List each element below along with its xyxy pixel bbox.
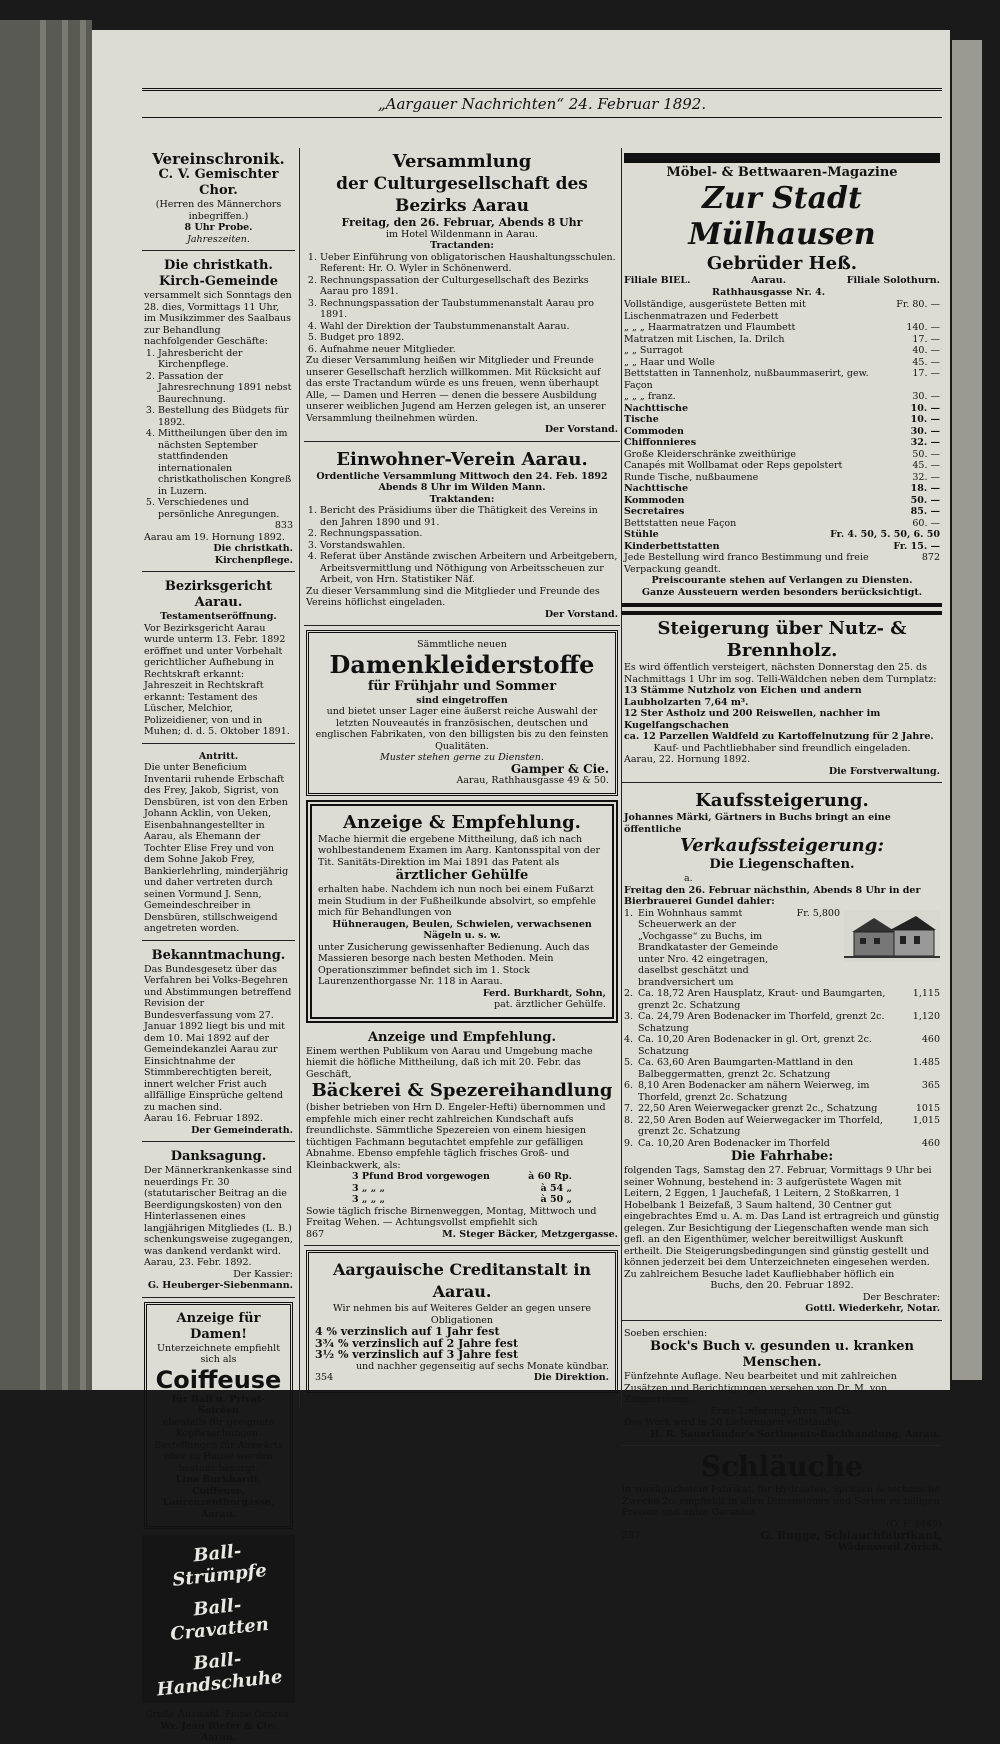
notice-signature: G. Heuberger-Siebenmann.	[147, 1280, 293, 1291]
creditanstalt-ad	[306, 1250, 618, 1393]
price-item	[624, 472, 940, 484]
agenda-list	[306, 505, 618, 586]
ad-text: Soeben erschien:	[624, 1327, 708, 1339]
ad-role: Der Beschrater:	[862, 1291, 940, 1303]
ad-text: in vorzüglichstem Fabrikat, für Hydranten, Spritzen & technische Zwecke 2c. empfiehlt in allen Dimensionen und Sorten zu billigen Preisen und unter Garantie.	[622, 1484, 940, 1518]
price-row	[352, 1183, 572, 1195]
notice-date: Aarau, 23. Febr. 1892.	[144, 1257, 252, 1268]
ad-when: Freitag den 26. Februar nächsthin, Abends 8 Uhr in der Bierbrauerei Gundel dahier:	[624, 884, 921, 907]
notice-role: Der Kassier:	[233, 1268, 293, 1280]
item-value: 1,120	[912, 1011, 940, 1022]
ad-number: 872	[921, 552, 940, 563]
item-value: 365	[921, 1080, 940, 1091]
item-desc: 22,50 Aren Weierwegacker grenzt 2c., Schatzung	[638, 1103, 878, 1114]
ad-number: 867	[306, 1228, 325, 1240]
property-item	[624, 1103, 940, 1115]
ad-text: Johannes Märki, Gärtners in Buchs bringt an eine öffentliche	[624, 812, 891, 835]
list-item: 12 Ster Astholz und 200 Reiswellen, nachher im Kugelfangschachen	[624, 708, 881, 731]
city: Aarau.	[751, 275, 786, 286]
ad-subtitle: Traktanden:	[429, 493, 495, 505]
agenda-list	[306, 252, 618, 356]
item-number: 6.	[624, 1080, 634, 1091]
ad-signature: Lina Burkhardt, Coiffeuse, Laurenzenthorgasse, Aarau.	[162, 1474, 275, 1520]
item-price: Fr. 4. 50, 5. 50, 6. 50	[830, 529, 940, 540]
price-item	[624, 506, 940, 518]
ad-text: Das Werk wird in 20 Lieferungen vollständig.	[624, 1417, 843, 1428]
item-desc: Ca. 10,20 Aren Bodenacker in gl. Ort, grenzt 2c. Schatzung	[638, 1034, 872, 1057]
price-item	[624, 345, 940, 357]
item-name: Bettstatten neue Façon	[624, 517, 737, 529]
item-name: Nachttische	[624, 402, 688, 414]
column-rule	[299, 148, 300, 1408]
ad-headline: Coiffeuse	[155, 1365, 282, 1394]
ad-headline: Ball-Strümpfe	[171, 1540, 268, 1591]
notice-text: Vor Bezirksgericht Aarau wurde unterm 13. Febr. 1892 eröffnet und unter Vorbehalt gerichtlicher Aufhebung in Rechtskraft erkannt: Jahreszeit in Rechtskraft erkannt: Testament des Lüscher, Melchior, Polizeidiener, von und in Muhen; d. d. 5. Oktober 1891.	[144, 622, 290, 737]
ad-where: im Hotel Wildenmann in Aarau.	[385, 228, 539, 240]
property-item	[624, 1115, 940, 1138]
ad-when: Ordentliche Versammlung Mittwoch den 24. Feb. 1892 Abends 8 Uhr im Wilden Mann.	[316, 470, 608, 493]
rate-line: 4 % verzinslich auf 1 Jahr fest	[315, 1325, 500, 1338]
price-item	[624, 357, 940, 369]
page-edge	[62, 20, 68, 1390]
item-price: Fr. 80. —	[896, 299, 940, 310]
ad-text: Jahreszeiten.	[187, 233, 250, 245]
ad-text: (bisher betrieben von Hrn D. Engeler-Hefti) übernommen und empfehle mich einer recht zahlreichen Kundschaft aufs freundlichste. Sämmtliche Spezereien von einem hiesigen tüchtigen Fachmann begutachtet empfehle zur gefälligen Abnahme. Ebenso empfehle täglich frisches Groß- und Kleinbackwerk, als:	[306, 1102, 606, 1171]
ad-title: Bock's Buch v. gesunden u. kranken Menschen.	[650, 1339, 914, 1370]
list-item: 4. Wahl der Direktion der Taubstummenanstalt Aarau.	[320, 321, 618, 333]
price-item	[624, 403, 940, 415]
item-desc: Ca. 10,20 Aren Bodenacker im Thorfeld	[638, 1137, 830, 1149]
item-price: 10. —	[910, 414, 940, 425]
ad-rule	[624, 153, 940, 163]
ad-headline: Ball-Cravatten	[169, 1594, 270, 1646]
ad-signature: Gamper & Cie.	[510, 761, 609, 776]
ad-code: (O. F. 1449)	[885, 1518, 942, 1530]
ad-signature: Der Vorstand.	[544, 424, 618, 435]
list-item: 5. Verschiedenes und persönliche Anregungen.	[158, 497, 293, 520]
item-name: „ „ „ franz.	[624, 391, 676, 402]
price-item	[624, 368, 940, 391]
ad-highlight: Hühneraugen, Beulen, Schwielen, verwachsenen Nägeln u. s. w.	[332, 918, 592, 941]
list-item: 2. Passation der Jahresrechnung 1891 nebst Baurechnung.	[158, 371, 293, 406]
ad-number: 237	[622, 1530, 641, 1541]
item-number: 7.	[624, 1103, 634, 1114]
item-name: Vollständige, ausgerüstete Betten mit Lischenmatrazen und Federbett	[624, 299, 806, 322]
notice-title: Bezirksgericht Aarau.	[164, 579, 273, 610]
page-edge	[40, 20, 46, 1390]
notice-signature: Der Gemeinderath.	[191, 1124, 293, 1136]
newspaper-page	[92, 30, 950, 1743]
house-illustration	[844, 910, 940, 962]
ad-headline: Zur Stadt Mülhausen	[688, 181, 876, 252]
list-item: 3. Rechnungspassation der Taubstummenanstalt Aarau pro 1891.	[320, 298, 618, 321]
price-item	[624, 426, 940, 438]
location-left: Filiale BIEL.	[624, 275, 691, 286]
facing-page-edge	[952, 40, 982, 1380]
ad-subtitle: Die Fahrhabe:	[730, 1149, 834, 1164]
culturgesellschaft-ad	[304, 148, 620, 442]
ad-signature: M. Steger Bäcker, Metzgergasse.	[442, 1228, 618, 1240]
ad-title: Kaufssteigerung.	[695, 790, 869, 811]
book-spine	[0, 20, 92, 1390]
aerztlicher-gehuelfe-ad	[306, 800, 618, 1023]
notice-title: Bekanntmachung.	[151, 947, 286, 963]
address: Rathhausgasse Nr. 4.	[712, 287, 826, 298]
ad-signature: Die Direktion.	[533, 1372, 609, 1383]
price-item	[624, 495, 940, 507]
property-item	[624, 1138, 940, 1150]
price-desc: 3 „ „ „	[352, 1194, 385, 1205]
ad-subtitle: für Ball u. Privat-Soiréen	[171, 1393, 266, 1416]
notice-signature: Die christkath. Kirchenpflege.	[213, 543, 293, 566]
item-number: 2.	[624, 988, 634, 999]
property-item	[624, 1057, 940, 1080]
ad-text: Sämmtliche neuen	[417, 639, 507, 650]
location-right: Filiale Solothurn.	[846, 275, 940, 286]
item-desc: Ca. 18,72 Aren Hausplatz, Kraut- und Baumgarten, grenzt 2c. Schatzung	[638, 988, 886, 1011]
erbschaft-notice	[142, 748, 295, 941]
property-item	[624, 1080, 940, 1103]
rate-line: 3¾ % verzinslich auf 2 Jahre fest	[315, 1336, 519, 1350]
item-name: Nachttische	[624, 483, 688, 494]
ad-number: 354	[315, 1372, 334, 1383]
ad-signature: Ferd. Burkhardt, Sohn,	[482, 987, 606, 999]
price-desc: 3 Pfund Brod vorgewogen	[352, 1171, 490, 1182]
note-text: Jede Bestellung wird franco Bestimmung und freie Verpackung geandt.	[624, 552, 869, 575]
item-number: 9.	[624, 1137, 634, 1149]
ad-address: Aarau, Rathhausgasse 49 & 50.	[456, 775, 609, 786]
item-name: Canapés mit Wollbamat oder Reps gepolstert	[624, 460, 843, 471]
item-value: Fr. 5,800	[796, 907, 840, 919]
notice-date: Aarau am 19. Hornung 1892.	[144, 531, 285, 543]
ad-title: Möbel- & Bettwaaren-Magazine	[666, 165, 898, 180]
ad-footer: Ganze Aussteuern werden besonders berücksichtigt.	[641, 586, 923, 598]
ad-firm: Gebrüder Heß.	[706, 253, 858, 274]
ad-text: Sowie täglich frische Birnenweggen, Montag, Mittwoch und Freitag Wehen. — Achtungsvollst empfiehlt sich	[306, 1205, 597, 1228]
holz-steigerung-ad	[622, 611, 942, 783]
price-item	[624, 334, 940, 346]
notice-date: Aarau 16. Februar 1892.	[144, 1113, 263, 1124]
item-number: 8.	[624, 1114, 634, 1126]
ad-address: Wädensweil Zürich.	[837, 1541, 942, 1553]
section-letter: a.	[684, 873, 693, 884]
ad-text: Einem werthen Publikum von Aarau und Umgebung mache hiemit die höfliche Mittheilung, daß ich mit 20. Febr. das Geschäft,	[306, 1045, 593, 1080]
price-item	[624, 437, 940, 449]
ad-title: C. V. Gemischter Chor.	[158, 167, 279, 198]
item-desc: 22,50 Aren Boden auf Weierwegacker im Thorfeld, grenzt 2c. Schatzung	[638, 1114, 883, 1137]
ad-text: 8 Uhr Probe.	[184, 222, 253, 233]
column-left	[142, 148, 295, 1744]
item-price: 17. —	[912, 333, 940, 345]
price-item	[624, 449, 940, 461]
ad-text: und bietet unser Lager eine äußerst reiche Auswahl der letzten Nouveautés in französischen, deutschen und englischen Fabrikaten, von den billigsten bis zu den feinsten Qualitäten.	[315, 706, 609, 752]
item-value: 460	[921, 1034, 940, 1045]
item-name: Tische	[624, 414, 659, 425]
ad-headline: Verkaufssteigerung:	[679, 835, 884, 856]
item-name: Commoden	[624, 425, 684, 437]
ad-text: Kauf- und Pachtliebhaber sind freundlich eingeladen.	[653, 742, 911, 754]
ad-footer: Preiscourante stehen auf Verlangen zu Diensten.	[651, 575, 913, 586]
item-name: Secretaires	[624, 506, 685, 517]
list-item: 5. Budget pro 1892.	[320, 332, 618, 344]
page-edge	[80, 20, 86, 1390]
item-price: 85. —	[910, 506, 940, 517]
notice-text: Die unter Beneficium Inventarii ruhende Erbschaft des Frey, Jakob, Sigrist, von Densbüren, ist von den Erben Johann Acklin, von Ueken, Eisenbahnangestellter in Aarau, als Ehemann der Tochter Elise Frey und von dem Sohne Jakob Frey, Bankierlehrling, minderjährig und daher vertreten durch seinen Vormund J. Senn, Gemeindeschreiber in Densbüren, stillschweigend angetreten worden.	[144, 762, 289, 934]
ad-headline: der Culturgesellschaft des Bezirks Aarau	[336, 174, 588, 216]
item-desc: Ein Wohnhaus sammt Scheuerwerk an der „Vochgasse“ zu Buchs, im Brandkataster der Gemeinde unter Nro. 42 eingetragen, daselbst geschätzt und brandversichert um	[638, 907, 779, 988]
ad-number: 833	[274, 520, 293, 531]
ad-subtitle: (Herren des Männerchors inbegriffen.)	[155, 199, 282, 222]
ad-date: Aarau, 22. Hornung 1892.	[624, 754, 751, 765]
list-item: 1. Bericht des Präsidiums über die Thätigkeit des Vereins in den Jahren 1890 und 91.	[320, 505, 618, 528]
item-desc: 8,10 Aren Bodenacker am nähern Weierweg, im Thorfeld, grenzt 2c. Schatzung	[638, 1080, 870, 1103]
ad-text: Muster stehen gerne zu Diensten.	[380, 752, 544, 763]
item-price: 30. —	[912, 391, 940, 402]
ad-text: Erste Lieferung. Preis 70 Cts.	[710, 1405, 854, 1417]
price-item	[624, 414, 940, 426]
ad-footer	[622, 1530, 942, 1542]
ad-text: Zu dieser Versammlung sind die Mitglieder und Freunde des Vereins höflichst eingeladen.	[306, 585, 600, 608]
price-item	[624, 541, 940, 553]
list-item: ca. 12 Parzellen Waldfeld zu Kartoffelnutzung für 2 Jahre.	[624, 731, 934, 742]
property-item	[624, 1011, 940, 1034]
item-price: 140. —	[906, 322, 940, 333]
property-item	[624, 1034, 940, 1057]
item-number: 1.	[624, 907, 634, 919]
ad-title: Aargauische Creditanstalt in Aarau.	[332, 1260, 592, 1301]
ad-text: unter Zusicherung gewissenhafter Bedienung. Auch das Massieren besorge nach besten Methoden. Mein Operationszimmer befindet sich im 1. Stock Laurenzenthorgasse Nr. 118 in Aarau.	[318, 941, 590, 987]
ad-footer	[306, 1229, 618, 1241]
item-price: 45. —	[912, 460, 940, 471]
ad-when: Freitag, den 26. Februar, Abends 8 Uhr	[341, 216, 583, 229]
item-name: Runde Tische, nußbaumene	[624, 471, 759, 483]
column-right	[622, 148, 942, 1553]
vereinschronik	[142, 148, 295, 251]
ad-date: Buchs, den 20. Februar 1892.	[710, 1280, 854, 1291]
ad-text: und nachher gegenseitig auf sechs Monate kündbar.	[355, 1360, 609, 1372]
ad-text: Unterzeichnete empfiehlt sich als	[156, 1342, 281, 1365]
ball-ad	[142, 1535, 295, 1703]
notice-list	[144, 348, 293, 521]
ad-text: ebenfalls für geeignete Kopfwaschungen. Bestellungen für Auswärts ober zu Hause werden bestens besorgt.	[154, 1416, 283, 1474]
ad-subtitle: sind eingetroffen	[416, 694, 508, 706]
price-item	[624, 391, 940, 403]
item-value: 1,015	[912, 1114, 940, 1126]
price-item	[624, 460, 940, 472]
ad-headline: Schläuche	[701, 1450, 863, 1483]
item-value: 1015	[915, 1103, 940, 1114]
item-name: Chiffonnieres	[624, 437, 697, 448]
bezirksgericht-notice	[142, 576, 295, 744]
item-name: „ „ Surragot	[624, 345, 683, 356]
property-item	[624, 988, 940, 1011]
list-item: 6. Aufnahme neuer Mitglieder.	[320, 344, 618, 356]
ad-note	[624, 552, 940, 575]
item-value: 460	[921, 1137, 940, 1149]
price-item	[624, 299, 940, 322]
ad-title: Steigerung über Nutz- & Brennholz.	[657, 618, 907, 661]
notice-text: versammelt sich Sonntags den 28. dies, Vormittags 11 Uhr, im Musikzimmer des Saalbaus zur Behandlung nachfolgender Geschäfte:	[144, 290, 292, 347]
list-item: 3. Vorstandswahlen.	[320, 540, 618, 552]
moebel-ad	[622, 148, 942, 607]
item-desc: Ca. 63,60 Aren Baumgarten-Mattland in den Balbeggermatten, grenzt 2c. Schatzung	[638, 1057, 854, 1080]
list-item: 1. Ueber Einführung von obligatorischen Haushaltungsschulen. Referent: Hr. O. Wyler in Schönenwerd.	[320, 252, 618, 275]
notice-title: Die christkath. Kirch-Gemeinde	[159, 258, 278, 289]
item-price: 50. —	[912, 448, 940, 460]
item-name: Matratzen mit Lischen, Ia. Drilch	[624, 333, 785, 345]
price-row	[352, 1194, 572, 1206]
page-header: „Aargauer Nachrichten“ 24. Februar 1892.	[142, 88, 942, 118]
ad-signature: Die Forstverwaltung.	[828, 765, 940, 777]
item-price: 32. —	[910, 437, 940, 448]
baeckerei-ad	[304, 1027, 620, 1247]
item-price: Fr. 15. —	[893, 540, 940, 552]
section-title: Vereinschronik.	[152, 150, 285, 168]
list-item: 13 Stämme Nutzholz von Eichen und andern Laubholzarten 7,64 m³.	[624, 685, 862, 708]
item-price: 10. —	[910, 402, 940, 414]
price-row	[352, 1171, 572, 1183]
bekanntmachung-notice	[142, 945, 295, 1143]
ad-text: Fünfzehnte Auflage. Neu bearbeitet und mit zahlreichen Zusätzen und Berichtigungen versehen von Dr. M. von Zimmermann.	[624, 1371, 897, 1405]
item-value: 1.485	[912, 1057, 940, 1068]
notice-text: Das Bundesgesetz über das Verfahren bei Volks-Begehren und Abstimmungen betreffend Revision der Bundesverfassung vom 27. Januar 1892 liegt bis und mit dem 10. Mai 1892 auf der Gemeindekanzlei Aarau zur Einsichtnahme der Stimmberechtigten bereit, innert welcher Frist auch allfällige Einsprüche geltend zu machen sind.	[144, 963, 292, 1113]
item-name: Kinderbettstatten	[624, 540, 720, 552]
list-item: 2. Rechnungspassation der Culturgesellschaft des Bezirks Aarau pro 1891.	[320, 275, 618, 298]
ad-subtitle: für Frühjahr und Sommer	[367, 678, 557, 694]
ad-title: Anzeige und Empfehlung.	[367, 1029, 557, 1045]
ad-text: Große Auswahl. Feine Genres.	[145, 1709, 292, 1720]
ad-subtitle: Die Liegenschaften.	[709, 857, 855, 872]
coiffeuse-ad	[144, 1302, 293, 1530]
column-middle	[304, 148, 620, 1397]
ad-text: Zu dieser Versammlung heißen wir Mitglieder und Freunde unserer Gesellschaft herzlich willkommen. Mit Rücksicht auf das erste Tractandum würde es uns freuen, wenn überhaupt Alle, — Damen und Herren — denen die bessere Ausbildung unserer weiblichen Jugend am Herzen gelegen ist, an unserer Versammlung theilnehmen würden.	[306, 355, 606, 424]
danksagung-notice	[142, 1146, 295, 1298]
item-value: 1,115	[912, 988, 940, 999]
item-price: 50. —	[910, 494, 940, 506]
item-number: 3.	[624, 1011, 634, 1022]
list-item: 4. Referat über Anstände zwischen Arbeitern und Arbeitgebern, Arbeitsvermittlung und Nöthigung von Arbeitsscheuen zur Arbeit, von Hrn. Statistiker Näf.	[320, 551, 618, 586]
ad-subtitle: Tractanden:	[430, 240, 494, 251]
ad-signature-sub: pat. ärztlicher Gehülfe.	[494, 999, 606, 1010]
item-name: Große Kleiderschränke zweithürige	[624, 448, 797, 460]
ad-text: Es wird öffentlich versteigert, nächsten Donnerstag den 25. ds Nachmittags 1 Uhr im sog. Telli-Wäldchen neben dem Turnplatz:	[624, 662, 937, 685]
ad-title: Einwohner-Verein Aarau.	[336, 448, 588, 470]
einwohnerverein-ad	[304, 446, 620, 627]
item-price: 30. —	[910, 425, 940, 437]
kaufssteigerung-ad	[622, 787, 942, 1321]
kirchgemeinde-notice	[142, 255, 295, 572]
ad-title: Anzeige & Empfehlung.	[343, 811, 581, 833]
price-item	[624, 529, 940, 541]
price-value: à 50 „	[540, 1194, 572, 1205]
item-price: 45. —	[912, 356, 940, 368]
item-name: „ „ Haar und Wolle	[624, 356, 715, 368]
bock-buch-ad	[622, 1325, 942, 1447]
ad-text: Wir nehmen bis auf Weiteres Gelder an gegen unsere Obligationen	[332, 1303, 592, 1326]
item-price: 60. —	[912, 517, 940, 529]
ad-signature: Wr. Jean Riefer & Cie. Aarau.	[160, 1720, 277, 1743]
property-item	[624, 908, 840, 989]
price-desc: 3 „ „ „	[352, 1182, 385, 1194]
item-desc: Ca. 24,79 Aren Bodenacker im Thorfeld, grenzt 2c. Schatzung	[638, 1011, 885, 1034]
list-item: 1. Jahresbericht der Kirchenpflege.	[158, 348, 293, 371]
item-price: 18. —	[910, 483, 940, 494]
ad-signature: Gottl. Wiederkehr, Notar.	[805, 1303, 940, 1314]
notice-title: Danksagung.	[170, 1149, 267, 1164]
ad-signature: G. Rugge, Schlauchfabrikant,	[760, 1529, 942, 1542]
rate-line: 3½ % verzinslich auf 3 Jahre fest	[315, 1348, 519, 1361]
price-value: à 54 „	[540, 1182, 572, 1194]
damenkleiderstoffe-ad	[306, 630, 618, 796]
schlaeuche-ad	[622, 1450, 942, 1553]
ad-text: erhalten habe. Nachdem ich nun noch bei einem Fußarzt mein Studium in der Fußheilkunde absolvirt, so empfehle mich für Behandlungen von	[318, 884, 596, 918]
item-name: Kommoden	[624, 494, 685, 506]
location-center	[712, 275, 825, 299]
price-item	[624, 518, 940, 530]
item-price: 32. —	[912, 471, 940, 483]
ad-headline: Bäckerei & Spezereihandlung	[311, 1080, 613, 1101]
notice-text: Der Männerkrankenkasse sind neuerdings Fr. 30 (statutarischer Beitrag an die Beerdigungskosten) von den Hinterlassenen eines langjährigen Mitgliedes (L. B.) schenkungsweise zugegangen, was dankend verdankt wird.	[144, 1165, 293, 1257]
notice-subtitle: Testamentseröffnung.	[160, 611, 277, 622]
price-value: à 60 Rp.	[528, 1171, 572, 1182]
notice-title: Antritt.	[198, 750, 239, 762]
ad-locations	[624, 275, 940, 299]
item-number: 4.	[624, 1034, 634, 1045]
ad-signature: Der Vorstand.	[544, 608, 618, 620]
item-name: „ „ „ Haarmatratzen und Flaumbett	[624, 322, 796, 333]
item-price: 17. —	[912, 368, 940, 379]
ad-footer	[315, 1372, 609, 1384]
ad-headline: Damenkleiderstoffe	[329, 649, 595, 679]
item-name: Bettstatten in Tannenholz, nußbaummaserirt, gew. Façon	[624, 368, 869, 391]
ad-text: folgenden Tags, Samstag den 27. Februar, Vormittags 9 Uhr bei seiner Wohnung, bestehend in: 3 aufgerüstete Wagen mit Leitern, 2 Eggen, 1 Jauchefaß, 1 Leitern, 2 Stoßkarren, 1 Hobelbank 1 Beizefaß, 3 Saum haltend, 30 Centner gut eingebrachtes Emd u. A. m. Das Land ist ertragreich und günstig gelegen. Zur Besichtigung der Liegenschaften wende man sich gefl. an den Eigenthümer, welcher bereitwilligst Auskunft ertheilt. Die Steigerungsbedingungen sind günstig gestellt und können jederzeit bei dem Unterzeichneten eingesehen werden. Zu zahlreichem Besuche ladet Kaufliebhaber höflich ein	[624, 1165, 940, 1280]
item-number: 5.	[624, 1057, 634, 1068]
ad-signature: H. R. Sauerländer's Sortiments-Buchhandlung, Aarau.	[650, 1428, 940, 1440]
list-item: 4. Mittheilungen über den im nächsten September stattfindenden internationalen christkatholischen Kongreß in Luzern.	[158, 428, 293, 497]
price-item	[624, 483, 940, 495]
ad-title: Anzeige für Damen!	[176, 1310, 261, 1342]
item-name: Stühle	[624, 529, 659, 540]
ad-title: Versammlung	[392, 151, 532, 172]
item-price: 40. —	[912, 345, 940, 356]
ad-headline: ärztlicher Gehülfe	[395, 868, 529, 883]
ad-text: Mache hiermit die ergebene Mittheilung, daß ich nach wohlbestandenem Examen im Aarg. Kantonsspital von der Tit. Sanitäts-Direktion im Mai 1891 das Patent als	[318, 833, 601, 868]
list-item: 3. Bestellung des Büdgets für 1892.	[158, 405, 293, 428]
list-item: 2. Rechnungspassation.	[320, 528, 618, 540]
ad-headline: Ball-Handschuhe	[155, 1648, 284, 1701]
price-item	[624, 322, 940, 334]
